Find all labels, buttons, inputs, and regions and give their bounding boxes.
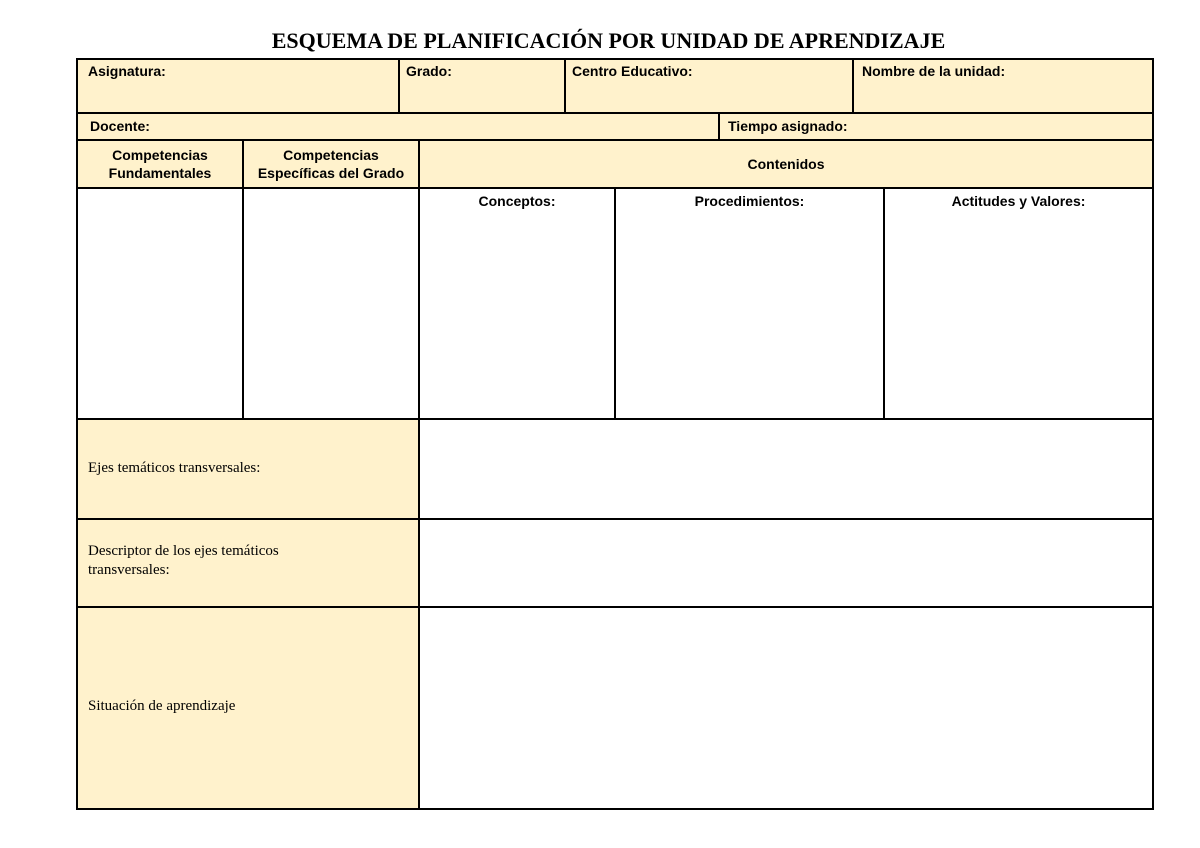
centro-educativo-label: Centro Educativo: — [572, 63, 693, 79]
competencias-especificas-header — [242, 139, 420, 189]
docente-label: Docente: — [90, 118, 150, 134]
planning-form — [76, 58, 1154, 810]
competencias-fundamentales-line1: Competencias — [112, 147, 208, 163]
ejes-tematicos-label: Ejes temáticos transversales: — [88, 460, 261, 476]
contenidos-header — [418, 139, 1154, 189]
descriptor-ejes-input[interactable] — [418, 518, 1154, 608]
docente-field[interactable] — [76, 112, 720, 141]
asignatura-field[interactable] — [76, 58, 400, 114]
competencias-fundamentales-line2: Fundamentales — [108, 165, 212, 181]
contenidos-label: Contenidos — [747, 156, 825, 172]
actitudes-valores-input[interactable] — [883, 187, 1154, 420]
nombre-unidad-field[interactable] — [852, 58, 1154, 114]
competencias-especificas-line1: Competencias — [283, 147, 379, 163]
conceptos-input[interactable] — [418, 187, 616, 420]
grado-label: Grado: — [406, 63, 452, 79]
competencias-especificas-line2: Específicas del Grado — [257, 165, 405, 181]
actitudes-valores-label: Actitudes y Valores: — [951, 193, 1086, 209]
page-title: ESQUEMA DE PLANIFICACIÓN POR UNIDAD DE APRENDIZAJE — [271, 28, 946, 53]
nombre-unidad-label: Nombre de la unidad: — [862, 63, 1006, 79]
competencias-especificas-input[interactable] — [242, 187, 420, 420]
competencias-fundamentales-header — [76, 139, 244, 189]
descriptor-ejes-header — [76, 518, 420, 608]
situacion-aprendizaje-label: Situación de aprendizaje — [88, 698, 236, 714]
centro-educativo-field[interactable] — [564, 58, 854, 114]
tiempo-asignado-label: Tiempo asignado: — [728, 118, 848, 134]
asignatura-label: Asignatura: — [88, 63, 166, 79]
descriptor-ejes-line1: Descriptor de los ejes temáticos — [88, 543, 279, 559]
situacion-aprendizaje-input[interactable] — [418, 606, 1154, 810]
ejes-tematicos-input[interactable] — [418, 418, 1154, 520]
descriptor-ejes-line2: transversales: — [88, 562, 170, 578]
procedimientos-label: Procedimientos: — [694, 193, 805, 209]
conceptos-label: Conceptos: — [478, 193, 556, 209]
competencias-fundamentales-input[interactable] — [76, 187, 244, 420]
descriptor-ejes-label — [88, 542, 408, 580]
grado-field[interactable] — [398, 58, 566, 114]
tiempo-asignado-field[interactable] — [718, 112, 1154, 141]
procedimientos-input[interactable] — [614, 187, 885, 420]
ejes-tematicos-header — [76, 418, 420, 520]
situacion-aprendizaje-header — [76, 606, 420, 810]
